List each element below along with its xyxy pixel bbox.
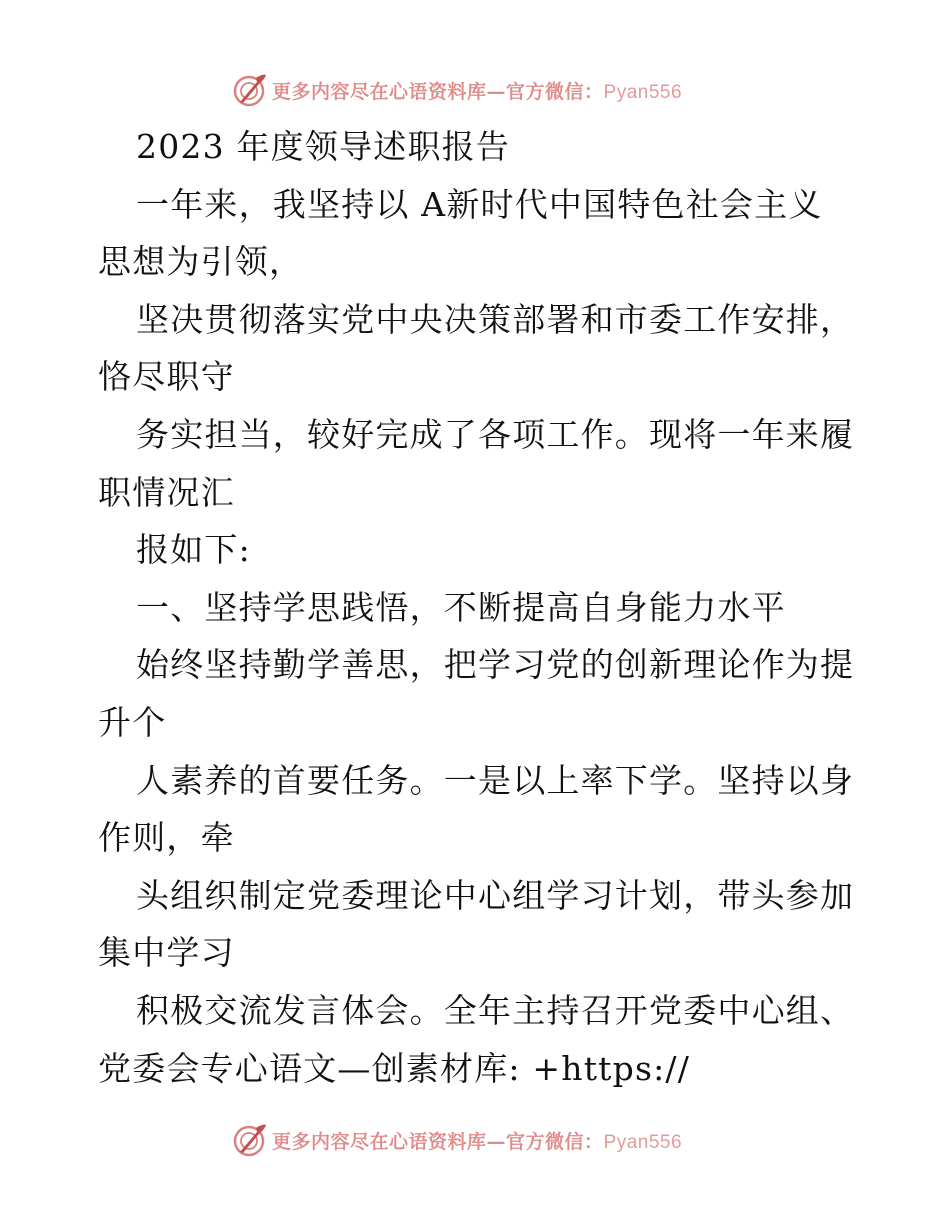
- quill-logo-icon: [232, 1122, 268, 1158]
- watermark-text: 更多内容尽在心语资料库—官方微信：Pyan556: [272, 1130, 683, 1153]
- text-line: 一年来，我坚持以 A新时代中国特色社会主义: [136, 184, 823, 224]
- text-line: 2023 年度领导述职报告: [136, 127, 511, 166]
- document-body: [98, 118, 888, 1097]
- text-line: 始终坚持勤学善思，把学习党的创新理论作为提: [136, 645, 855, 685]
- text-line: 恪尽职守: [98, 357, 235, 397]
- text-line: 坚决贯彻落实党中央决策部署和市委工作安排，: [136, 299, 855, 339]
- text-line: 积极交流发言体会。全年主持召开党委中心组、: [136, 990, 855, 1030]
- quill-logo-icon: [232, 72, 268, 108]
- text-line: 思想为引领，: [98, 242, 304, 282]
- text-line: 人素养的首要任务。一是以上率下学。坚持以身: [136, 760, 855, 800]
- text-line: 务实担当，较好完成了各项工作。现将一年来履: [136, 414, 855, 454]
- text-line: 职情况汇: [98, 472, 235, 512]
- header-watermark: [232, 70, 682, 110]
- watermark-wechat-id: Pyan556: [603, 1131, 683, 1153]
- text-line: 头组织制定党委理论中心组学习计划，带头参加: [136, 875, 855, 915]
- footer-watermark: [232, 1120, 682, 1160]
- text-line: 升个: [98, 702, 167, 742]
- watermark-text: 更多内容尽在心语资料库—官方微信：Pyan556: [272, 80, 683, 103]
- text-line: 集中学习: [98, 933, 235, 973]
- watermark-wechat-id: Pyan556: [603, 81, 683, 103]
- text-line: 一、坚持学思践悟，不断提高自身能力水平: [136, 587, 786, 627]
- text-line: 作则，牵: [98, 818, 235, 858]
- text-line: 报如下:: [136, 530, 251, 570]
- text-line: 党委会专心语文—创素材库: +https://: [98, 1048, 691, 1088]
